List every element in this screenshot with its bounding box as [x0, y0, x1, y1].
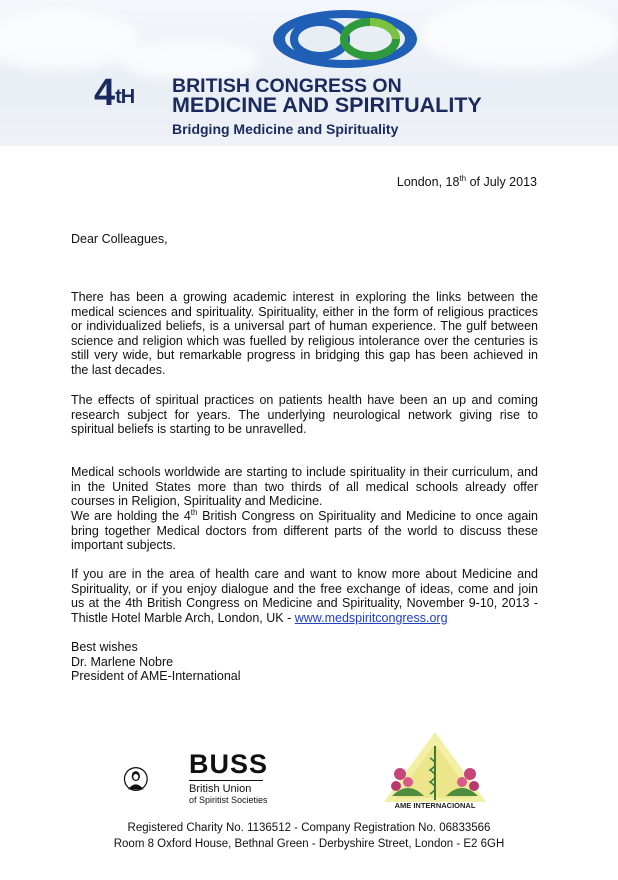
salutation: Dear Colleagues, — [71, 232, 168, 246]
paragraph-2: The effects of spiritual practices on patients health have been an up and coming research subject for years. The underlying neurological network giving rise to spiritual beliefs is starting to be unravelled. — [71, 393, 538, 437]
footer-registration: Registered Charity No. 1136512 - Company Registration No. 06833566 — [127, 822, 491, 834]
congress-website-link[interactable]: www.medspiritcongress.org — [294, 610, 448, 625]
signature-block — [71, 640, 241, 684]
signer-title: President of AME-International — [71, 669, 241, 684]
congress-title-line-2: MEDICINE AND SPIRITUALITY — [172, 93, 482, 117]
congress-title-line-1: BRITISH CONGRESS ON — [172, 75, 402, 97]
edition-number: 4tH — [94, 72, 135, 114]
signer-name: Dr. Marlene Nobre — [71, 654, 174, 669]
ame-label: AME INTERNACIONAL — [394, 801, 476, 810]
buss-line-2: of Spiritist Societies — [189, 795, 268, 805]
closing: Best wishes — [71, 640, 138, 654]
congress-logo-icon — [270, 8, 420, 70]
buss-logo — [189, 750, 268, 805]
buss-wordmark: BUSS — [189, 749, 269, 779]
buss-line-1: British Union — [189, 783, 252, 795]
paragraph-4: We are holding the 4th British Congress on Spirituality and Medicine to once again bring together Medical doctors from different parts of the world to discuss these important subjects. — [71, 507, 539, 553]
paragraph-3: Medical schools worldwide are starting to include spirituality in their curriculum, and in the United States more than two thirds of all medical schools already offer courses in Religion, Spirituality and Medicine. — [71, 465, 538, 509]
paragraph-5: If you are in the area of health care and want to know more about Medicine and Spirituality, or if you enjoy dialogue and the free exchange of ideas, come and join us at the 4th British Congress on Medicine and Spirituality, November 9-10, 2013 - Thistle Hotel Marble Arch, London, UK - www.medspiritcongress.org — [71, 567, 538, 625]
footer-address: Room 8 Oxford House, Bethnal Green - Derbyshire Street, London - E2 6GH — [113, 838, 505, 850]
buss-portrait-logo-icon — [123, 748, 185, 810]
letterhead-banner — [0, 0, 618, 146]
congress-subtitle: Bridging Medicine and Spirituality — [172, 121, 399, 137]
paragraph-1: There has been a growing academic interest in exploring the links between the medical sciences and spirituality. Spirituality, either in the form of religious practices or individualized beliefs, is a universal part of human experience. The gulf between science and religion which was fuelled by religious intolerance over the centuries is still very wide, but remarkable progress in bridging this gap has been achieved in the last decades. — [71, 290, 538, 377]
letter-date: London, 18th of July 2013 — [396, 174, 537, 190]
